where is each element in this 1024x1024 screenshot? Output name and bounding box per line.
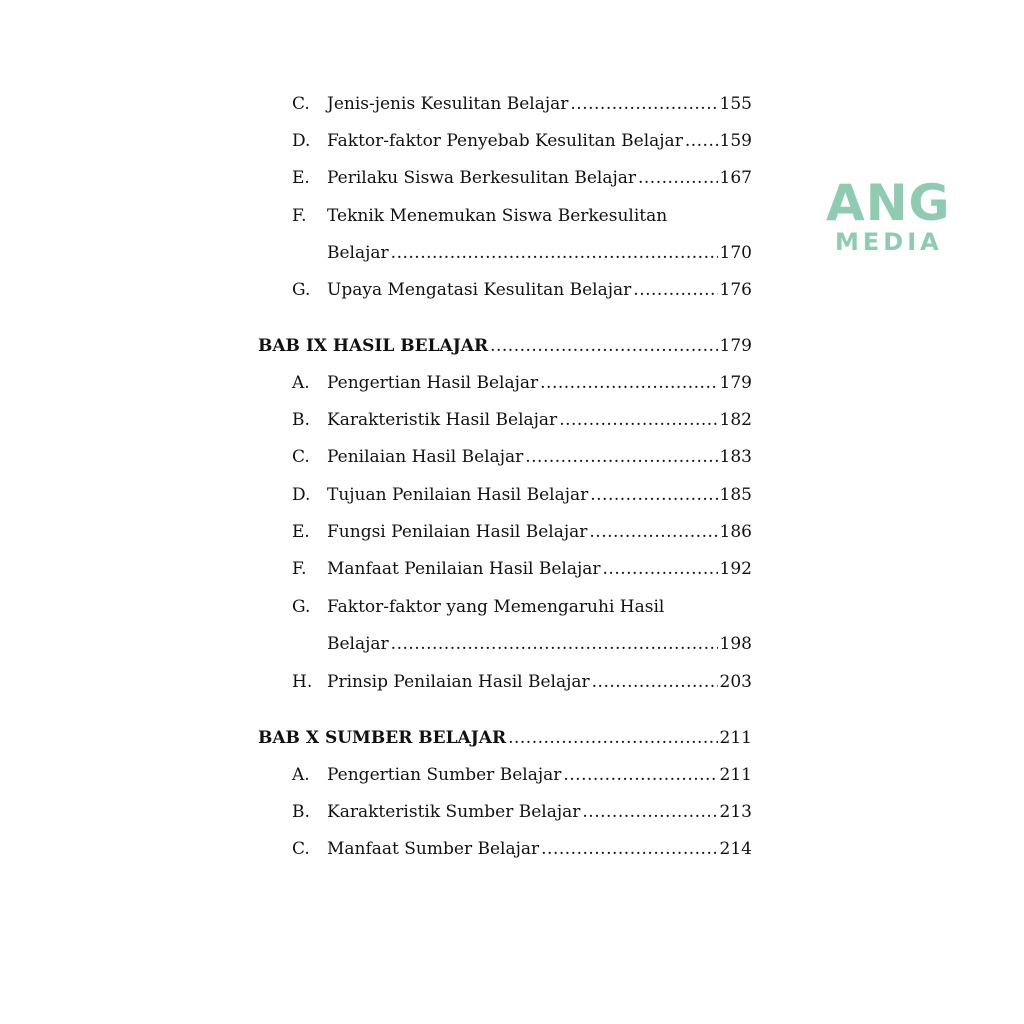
entry-title: Pengertian Sumber Belajar [327,765,562,785]
entry-title: Faktor-faktor Penyebab Kesulitan Belajar [327,131,683,151]
dot-leader [391,632,718,656]
toc-entry[interactable] [292,595,752,619]
entry-page-number: 167 [719,168,752,188]
watermark-text-bottom: MEDIA [835,228,943,256]
publisher-watermark [826,172,976,262]
toc-entry[interactable] [292,166,752,190]
entry-letter: A. [292,765,310,785]
entry-letter: G. [292,280,311,300]
entry-letter: D. [292,131,311,151]
entry-page-number: 214 [719,839,752,859]
entry-title: Teknik Menemukan Siswa Berkesulitan [327,206,668,226]
toc-entry[interactable] [292,837,752,861]
entry-letter: C. [292,839,310,859]
entry-title: Faktor-faktor yang Memengaruhi Hasil [327,597,665,617]
entry-page-number: 185 [719,485,752,505]
entry-letter: H. [292,672,313,692]
entry-page-number: 203 [719,672,752,692]
entry-page-number: 182 [719,410,752,430]
toc-entry[interactable] [292,520,752,544]
dot-leader [685,129,718,153]
entry-page-number: 155 [719,94,752,114]
dot-leader [638,166,718,190]
entry-title: Tujuan Penilaian Hasil Belajar [327,485,589,505]
entry-title: Perilaku Siswa Berkesulitan Belajar [327,168,636,188]
entry-title: Fungsi Penilaian Hasil Belajar [327,522,588,542]
toc-entry-continuation[interactable] [327,632,752,656]
dot-leader [582,800,717,824]
toc-entry-continuation[interactable] [327,241,752,265]
toc-entry[interactable] [292,483,752,507]
entry-letter: B. [292,410,310,430]
entry-page-number: 211 [719,765,752,785]
toc-entry[interactable] [292,278,752,302]
entry-title: Karakteristik Hasil Belajar [327,410,558,430]
entry-letter: F. [292,206,307,226]
entry-letter: E. [292,168,310,188]
toc-entry[interactable] [292,557,752,581]
entry-letter: D. [292,485,311,505]
toc-entry[interactable] [292,408,752,432]
toc-entry[interactable] [292,763,752,787]
dot-leader [589,520,717,544]
chapter-title: BAB IX HASIL BELAJAR [258,336,489,356]
toc-entry[interactable] [292,129,752,153]
toc-entry[interactable] [292,445,752,469]
entry-title: Penilaian Hasil Belajar [327,447,524,467]
chapter-page-number: 211 [719,728,752,748]
entry-letter: C. [292,447,310,467]
entry-title: Karakteristik Sumber Belajar [327,802,581,822]
entry-page-number: 159 [719,131,752,151]
dot-leader [540,371,717,395]
entry-letter: E. [292,522,310,542]
entry-title-continuation: Belajar [327,243,389,263]
entry-title: Manfaat Penilaian Hasil Belajar [327,559,601,579]
toc-entry[interactable] [292,371,752,395]
entry-page-number: 198 [719,634,752,654]
toc-entry[interactable] [292,204,752,228]
entry-title: Upaya Mengatasi Kesulitan Belajar [327,280,632,300]
dot-leader [603,557,718,581]
watermark-text-top: ANG [826,174,951,232]
dot-leader [525,445,717,469]
entry-title: Prinsip Penilaian Hasil Belajar [327,672,590,692]
entry-page-number: 192 [719,559,752,579]
dot-leader [590,483,717,507]
dot-leader [633,278,717,302]
entry-page-number: 183 [719,447,752,467]
entry-letter: A. [292,373,310,393]
dot-leader [559,408,717,432]
dot-leader [391,241,718,265]
dot-leader [570,92,717,116]
dot-leader [563,763,717,787]
dot-leader [541,837,717,861]
entry-title-continuation: Belajar [327,634,389,654]
entry-page-number: 179 [719,373,752,393]
dot-leader [508,726,717,750]
entry-page-number: 176 [719,280,752,300]
toc-chapter-heading[interactable] [258,334,752,358]
entry-title: Manfaat Sumber Belajar [327,839,540,859]
entry-title: Pengertian Hasil Belajar [327,373,539,393]
entry-page-number: 186 [719,522,752,542]
chapter-title: BAB X SUMBER BELAJAR [258,728,507,748]
entry-letter: B. [292,802,310,822]
toc-entry[interactable] [292,670,752,694]
entry-title: Jenis-jenis Kesulitan Belajar [327,94,569,114]
entry-page-number: 213 [719,802,752,822]
dot-leader [490,334,717,358]
entry-letter: F. [292,559,307,579]
entry-page-number: 170 [719,243,752,263]
dot-leader [592,670,718,694]
toc-chapter-heading[interactable] [258,726,752,750]
chapter-page-number: 179 [719,336,752,356]
entry-letter: C. [292,94,310,114]
entry-letter: G. [292,597,311,617]
toc-entry[interactable] [292,92,752,116]
toc-entry[interactable] [292,800,752,824]
